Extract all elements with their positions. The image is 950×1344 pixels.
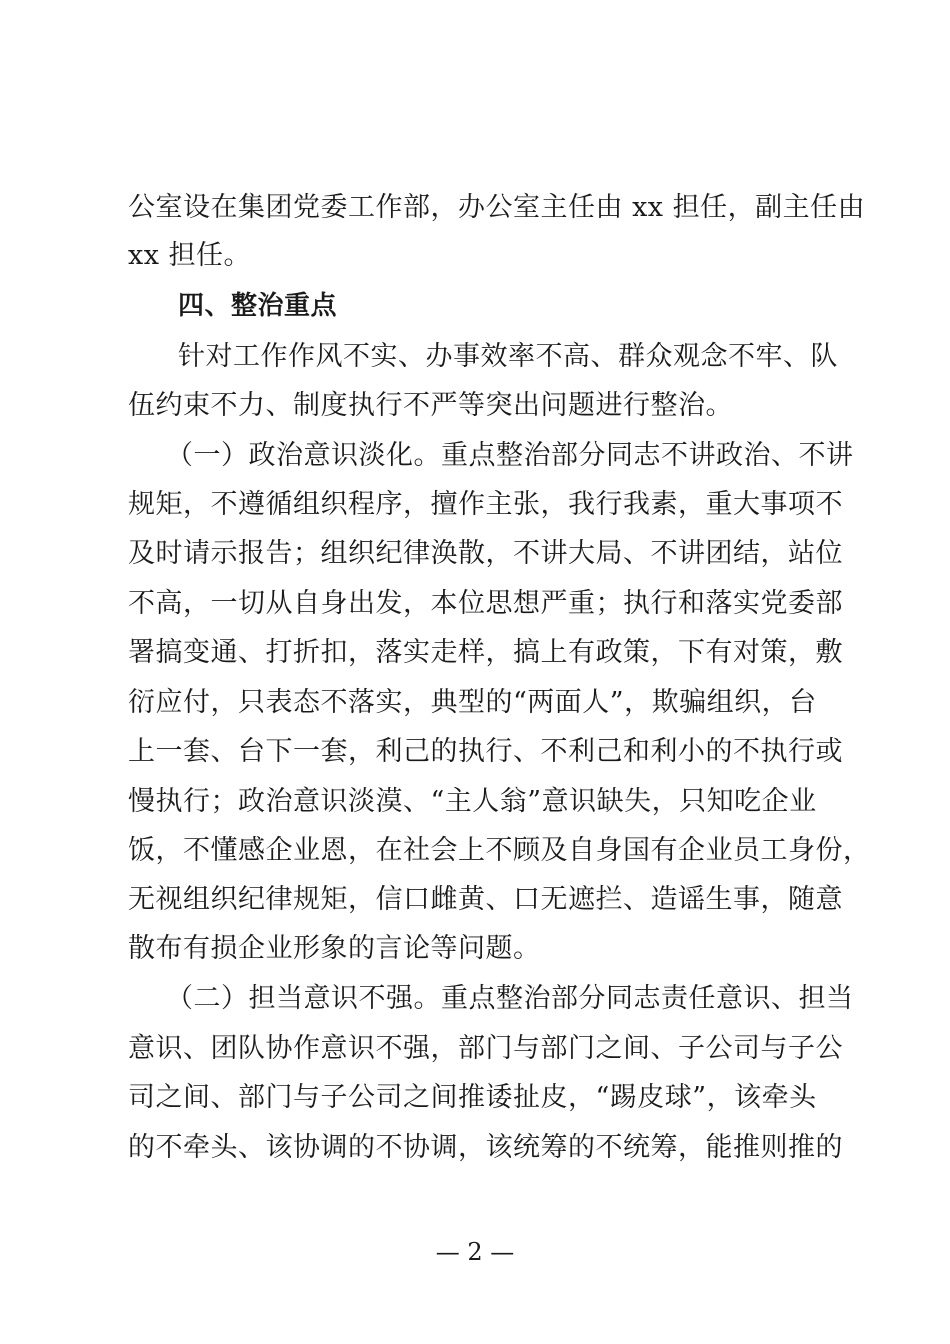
body-text-line: 散布有损企业形象的言论等问题。 [128,933,541,964]
body-text-line: 慢执行；政治意识淡漠、“主人翁”意识缺失，只知吃企业 [128,786,817,817]
body-text-line: 署搞变通、打折扣，落实走样，搞上有政策，下有对策，敷 [128,637,843,668]
body-text-line: 的不牵头、该协调的不协调，该统筹的不统筹，能推则推的 [128,1132,843,1163]
body-text-line: 针对工作作风不实、办事效率不高、群众观念不牢、队 [178,341,838,372]
body-text-line: 不高，一切从自身出发，本位思想严重；执行和落实党委部 [128,588,843,619]
page-number: — 2 — [435,1238,515,1266]
body-text-line: xx 担任。 [128,240,252,271]
subsection-paragraph-start: （一）政治意识淡化。重点整治部分同志不讲政治、不讲 [166,440,854,471]
body-text-line: 意识、团队协作意识不强，部门与部门之间、子公司与子公 [128,1033,843,1064]
body-text-line: 公室设在集团党委工作部，办公室主任由 xx 担任，副主任由 [128,192,866,223]
body-text-line: 及时请示报告；组织纪律涣散，不讲大局、不讲团结，站位 [128,538,843,569]
body-text-line: 司之间、部门与子公司之间推诿扯皮，“踢皮球”，该牵头 [128,1082,817,1113]
body-text-line: 规矩，不遵循组织程序，擅作主张，我行我素，重大事项不 [128,489,843,520]
subsection-paragraph-start: （二）担当意识不强。重点整治部分同志责任意识、担当 [166,983,854,1014]
body-text-line: 伍约束不力、制度执行不严等突出问题进行整治。 [128,390,733,421]
body-text-line: 上一套、台下一套，利己的执行、不利己和利小的不执行或 [128,736,843,767]
body-text-line: 饭，不懂感企业恩，在社会上不顾及自身国有企业员工身份， [128,835,871,866]
section-heading: 四、整治重点 [178,291,338,321]
body-text-line: 衍应付，只表态不落实，典型的“两面人”，欺骗组织，台 [128,687,817,718]
body-text-line: 无视组织纪律规矩，信口雌黄、口无遮拦、造谣生事，随意 [128,884,843,915]
